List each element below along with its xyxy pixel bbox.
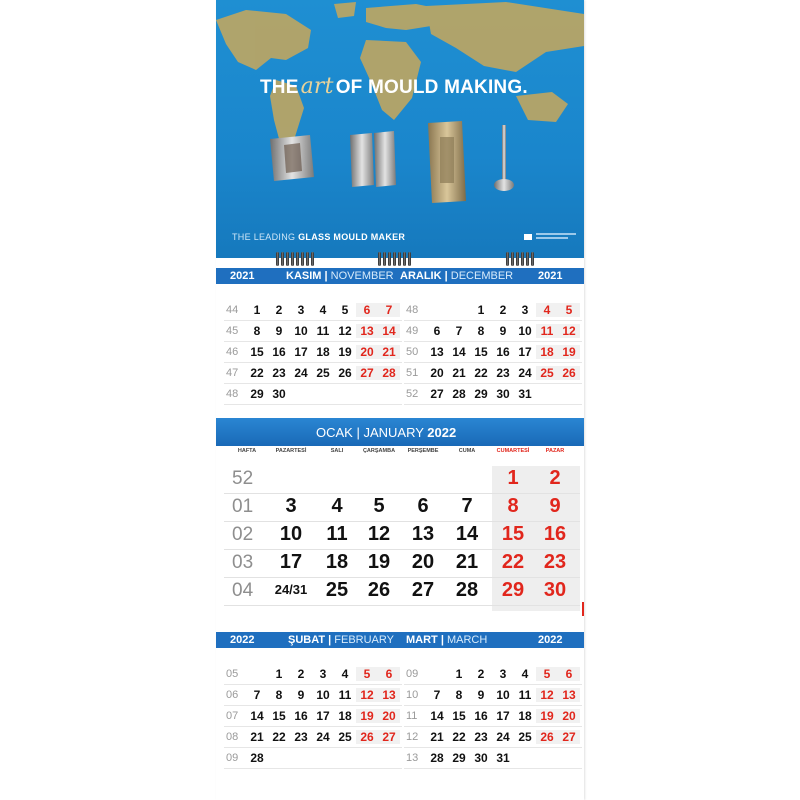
day-cell: 27	[378, 730, 400, 744]
day-cell: 16	[543, 523, 567, 545]
day-cell: 7	[455, 324, 463, 338]
spiral-binding-left	[276, 252, 314, 266]
day-cell: 29	[250, 387, 264, 401]
brand-logo-icon	[524, 234, 532, 240]
day-cell: 15	[474, 345, 488, 359]
day-cell: 15	[452, 709, 466, 723]
day-cell: 25	[316, 366, 330, 380]
day-cell: 30	[543, 579, 567, 601]
day-cell: 28	[378, 366, 400, 380]
week-number: 48	[406, 304, 419, 316]
day-cell: 3	[297, 303, 305, 317]
day-cell: 27	[411, 579, 435, 601]
day-cell: 8	[455, 688, 463, 702]
weekday-header: SALI	[330, 448, 344, 454]
day-cell: 5	[536, 667, 558, 681]
jan-month-en: JANUARY	[363, 425, 424, 440]
day-cell: 7	[433, 688, 441, 702]
day-cell: 21	[455, 551, 479, 573]
day-cell: 20	[356, 345, 378, 359]
day-cell: 17	[279, 551, 303, 573]
day-cell: 2	[275, 303, 283, 317]
day-cell: 21	[378, 345, 400, 359]
january-title: OCAK | JANUARY 2022	[316, 425, 457, 440]
week-row	[224, 300, 402, 321]
day-cell: 10	[279, 523, 303, 545]
january-weekday-header	[224, 448, 580, 466]
week-number: 09	[406, 668, 419, 680]
day-cell: 18	[518, 709, 532, 723]
week-row	[404, 685, 582, 706]
january-grid	[224, 466, 580, 606]
january-week-row	[224, 578, 580, 606]
day-cell: 19	[558, 345, 580, 359]
day-cell: 17	[294, 345, 308, 359]
day-cell: 15	[501, 523, 525, 545]
day-cell: 9	[499, 324, 507, 338]
day-cell: 20	[558, 709, 580, 723]
day-cell: 8	[253, 324, 261, 338]
weekday-header: PAZARTESİ	[275, 448, 307, 454]
headline-rest: OF MOULD MAKING.	[335, 77, 528, 98]
day-cell: 28	[250, 751, 264, 765]
day-cell: 6	[417, 495, 429, 517]
day-cell: 24/31	[274, 582, 308, 597]
week-number: 44	[226, 304, 239, 316]
day-cell: 3	[285, 495, 297, 517]
day-cell: 13	[356, 324, 378, 338]
week-number: 50	[406, 346, 419, 358]
week-number: 47	[226, 367, 239, 379]
day-cell: 24	[316, 730, 330, 744]
day-cell: 6	[558, 667, 580, 681]
day-cell: 25	[536, 366, 558, 380]
day-cell: 28	[452, 387, 466, 401]
february-grid	[224, 652, 402, 769]
week-number: 02	[232, 524, 254, 545]
day-cell: 31	[518, 387, 532, 401]
week-row	[224, 685, 402, 706]
day-cell: 21	[430, 730, 444, 744]
day-cell: 8	[507, 495, 519, 517]
day-cell: 7	[378, 303, 400, 317]
day-cell: 16	[496, 345, 510, 359]
day-cell: 1	[275, 667, 283, 681]
month-mar-label: MART | MARCH	[406, 634, 488, 646]
wall-calendar	[216, 0, 584, 800]
week-number: 12	[406, 731, 419, 743]
week-row	[224, 342, 402, 363]
month-nov-tr: KASIM	[286, 270, 322, 282]
tagline-prefix: THE LEADING	[232, 232, 296, 242]
day-cell: 1	[455, 667, 463, 681]
month-dec-label: ARALIK | DECEMBER	[400, 270, 514, 282]
day-cell: 12	[367, 523, 391, 545]
january-week-row	[224, 522, 580, 550]
day-cell: 29	[474, 387, 488, 401]
week-row	[404, 384, 582, 405]
day-cell: 28	[430, 751, 444, 765]
week-number: 13	[406, 752, 419, 764]
day-cell: 11	[326, 523, 348, 545]
day-cell: 12	[338, 324, 352, 338]
day-cell: 27	[356, 366, 378, 380]
day-cell: 4	[521, 667, 529, 681]
week-number: 04	[232, 580, 254, 601]
day-cell: 26	[536, 730, 558, 744]
day-cell: 6	[356, 303, 378, 317]
weekday-header: PERŞEMBE	[407, 448, 439, 454]
day-cell: 26	[356, 730, 378, 744]
month-nov-en: NOVEMBER	[330, 270, 394, 282]
week-row	[224, 748, 402, 769]
day-cell: 14	[378, 324, 400, 338]
january-month-bar	[216, 418, 584, 446]
week-column-header: HAFTA	[237, 448, 257, 454]
day-cell: 1	[253, 303, 261, 317]
week-row	[404, 664, 582, 685]
mould-products-image	[266, 115, 526, 215]
january-week-row	[224, 494, 580, 522]
month-dec-en: DECEMBER	[450, 270, 514, 282]
day-cell: 10	[294, 324, 308, 338]
week-row	[224, 727, 402, 748]
day-cell: 2	[297, 667, 305, 681]
day-cell: 3	[319, 667, 327, 681]
day-cell: 9	[275, 324, 283, 338]
week-number: 48	[226, 388, 239, 400]
day-cell: 24	[294, 366, 308, 380]
headline-the: THE	[260, 77, 299, 98]
day-cell: 3	[521, 303, 529, 317]
week-row	[224, 384, 402, 405]
january-week-row	[224, 550, 580, 578]
day-cell: 18	[316, 345, 330, 359]
mini-weekday-header	[224, 652, 402, 664]
day-cell: 25	[338, 730, 352, 744]
spiral-binding-right	[506, 252, 534, 266]
day-cell: 12	[558, 324, 580, 338]
day-cell: 29	[452, 751, 466, 765]
banner-tagline	[232, 232, 405, 242]
day-cell: 18	[536, 345, 558, 359]
day-cell: 10	[518, 324, 532, 338]
day-cell: 21	[250, 730, 264, 744]
day-cell: 14	[250, 709, 264, 723]
day-cell: 18	[325, 551, 349, 573]
day-cell: 5	[558, 303, 580, 317]
day-cell: 11	[518, 688, 532, 702]
day-cell: 24	[518, 366, 532, 380]
day-cell: 13	[558, 688, 580, 702]
day-cell: 15	[250, 345, 264, 359]
weekday-header: CUMARTESİ	[496, 448, 530, 454]
day-cell: 16	[294, 709, 308, 723]
week-number: 08	[226, 731, 239, 743]
day-cell: 3	[499, 667, 507, 681]
brand-slogan-mark-2	[536, 237, 568, 239]
spiral-binding-center	[378, 252, 411, 266]
day-cell: 24	[496, 730, 510, 744]
day-cell: 31	[496, 751, 510, 765]
week-number: 52	[406, 388, 419, 400]
jan-month-tr: OCAK	[316, 425, 353, 440]
day-cell: 8	[477, 324, 485, 338]
week-row	[224, 321, 402, 342]
day-cell: 26	[367, 579, 391, 601]
day-cell: 16	[474, 709, 488, 723]
month-feb-label: ŞUBAT | FEBRUARY	[288, 634, 394, 646]
week-row	[404, 727, 582, 748]
day-cell: 5	[356, 667, 378, 681]
week-number: 07	[226, 710, 239, 722]
day-cell: 5	[373, 495, 385, 517]
day-cell: 13	[430, 345, 444, 359]
calendar-header-banner	[216, 0, 584, 258]
day-cell: 28	[455, 579, 479, 601]
day-cell: 26	[558, 366, 580, 380]
day-cell: 18	[338, 709, 352, 723]
day-cell: 27	[558, 730, 580, 744]
day-cell: 19	[338, 345, 352, 359]
day-cell: 12	[356, 688, 378, 702]
day-cell: 11	[338, 688, 352, 702]
feb-mar-month-bar	[216, 632, 584, 648]
tagline-bold: GLASS MOULD MAKER	[298, 232, 406, 242]
day-cell: 20	[430, 366, 444, 380]
week-number: 05	[226, 668, 239, 680]
day-cell: 2	[499, 303, 507, 317]
year-left-bottom: 2022	[230, 634, 255, 646]
day-cell: 6	[378, 667, 400, 681]
mini-weekday-header	[404, 288, 582, 300]
day-cell: 10	[496, 688, 510, 702]
day-cell: 7	[461, 495, 473, 517]
day-cell: 27	[430, 387, 444, 401]
month-feb-en: FEBRUARY	[334, 634, 394, 646]
day-cell: 22	[474, 366, 488, 380]
banner-headline	[260, 74, 528, 99]
day-cell: 13	[411, 523, 435, 545]
mini-weekday-header	[224, 288, 402, 300]
week-number: 46	[226, 346, 239, 358]
day-cell: 2	[549, 467, 561, 489]
day-cell: 22	[272, 730, 286, 744]
day-cell: 19	[356, 709, 378, 723]
day-cell: 22	[250, 366, 264, 380]
day-cell: 8	[275, 688, 283, 702]
day-cell: 30	[474, 751, 488, 765]
year-left: 2021	[230, 270, 255, 282]
headline-art: art	[300, 74, 334, 99]
day-cell: 23	[294, 730, 308, 744]
weekday-header: PAZAR	[545, 448, 565, 454]
day-cell: 17	[518, 345, 532, 359]
day-cell: 23	[474, 730, 488, 744]
day-cell: 30	[496, 387, 510, 401]
week-row	[404, 321, 582, 342]
day-cell: 25	[518, 730, 532, 744]
week-row	[224, 706, 402, 727]
day-cell: 1	[477, 303, 485, 317]
month-dec-tr: ARALIK	[400, 270, 442, 282]
week-number: 45	[226, 325, 239, 337]
day-cell: 1	[507, 467, 519, 489]
week-row	[224, 664, 402, 685]
weekday-header: ÇARŞAMBA	[362, 448, 396, 454]
month-mar-tr: MART	[406, 634, 438, 646]
january-week-row	[224, 466, 580, 494]
year-right: 2021	[538, 270, 563, 282]
week-row	[404, 300, 582, 321]
week-number: 52	[232, 468, 254, 489]
day-cell: 25	[325, 579, 349, 601]
day-cell: 15	[272, 709, 286, 723]
mini-weekday-header	[404, 652, 582, 664]
day-cell: 10	[316, 688, 330, 702]
week-row	[404, 706, 582, 727]
day-cell: 14	[452, 345, 466, 359]
week-number: 49	[406, 325, 419, 337]
day-cell: 11	[536, 324, 558, 338]
week-row	[404, 342, 582, 363]
week-number: 51	[406, 367, 419, 379]
day-cell: 20	[378, 709, 400, 723]
december-grid	[404, 288, 582, 405]
week-row	[404, 363, 582, 384]
day-cell: 30	[272, 387, 286, 401]
day-cell: 11	[316, 324, 330, 338]
day-cell: 7	[253, 688, 261, 702]
week-number: 06	[226, 689, 239, 701]
day-cell: 17	[316, 709, 330, 723]
day-cell: 4	[536, 303, 558, 317]
month-mar-en: MARCH	[446, 634, 488, 646]
day-cell: 22	[452, 730, 466, 744]
day-cell: 9	[297, 688, 305, 702]
day-cell: 14	[430, 709, 444, 723]
march-grid	[404, 652, 582, 769]
november-grid	[224, 288, 402, 405]
week-number: 01	[232, 496, 254, 517]
nov-dec-month-bar	[216, 268, 584, 284]
day-cell: 26	[338, 366, 352, 380]
weekday-header: CUMA	[458, 448, 476, 454]
week-number: 03	[232, 552, 254, 573]
jan-year: 2022	[427, 425, 457, 440]
day-cell: 2	[477, 667, 485, 681]
day-cell: 16	[272, 345, 286, 359]
week-number: 11	[406, 710, 418, 722]
day-cell: 23	[272, 366, 286, 380]
day-cell: 12	[536, 688, 558, 702]
day-cell: 19	[536, 709, 558, 723]
day-cell: 29	[501, 579, 525, 601]
day-cell: 19	[367, 551, 391, 573]
day-cell: 22	[501, 551, 525, 573]
brand-slogan-mark	[536, 233, 576, 235]
day-cell: 17	[496, 709, 510, 723]
day-cell: 9	[549, 495, 561, 517]
day-cell: 23	[543, 551, 567, 573]
month-feb-tr: ŞUBAT	[288, 634, 326, 646]
day-cell: 5	[341, 303, 349, 317]
day-cell: 6	[433, 324, 441, 338]
day-cell: 13	[378, 688, 400, 702]
day-cell: 20	[411, 551, 435, 573]
day-cell: 14	[455, 523, 479, 545]
week-number: 09	[226, 752, 239, 764]
day-cell: 4	[319, 303, 327, 317]
day-cell: 9	[477, 688, 485, 702]
month-nov-label: KASIM | NOVEMBER	[286, 270, 394, 282]
day-cell: 21	[452, 366, 466, 380]
year-right-bottom: 2022	[538, 634, 563, 646]
day-cell: 4	[341, 667, 349, 681]
week-row	[224, 363, 402, 384]
day-cell: 4	[331, 495, 343, 517]
week-row	[404, 748, 582, 769]
week-number: 10	[406, 689, 419, 701]
red-accent-mark	[582, 602, 584, 616]
day-cell: 23	[496, 366, 510, 380]
